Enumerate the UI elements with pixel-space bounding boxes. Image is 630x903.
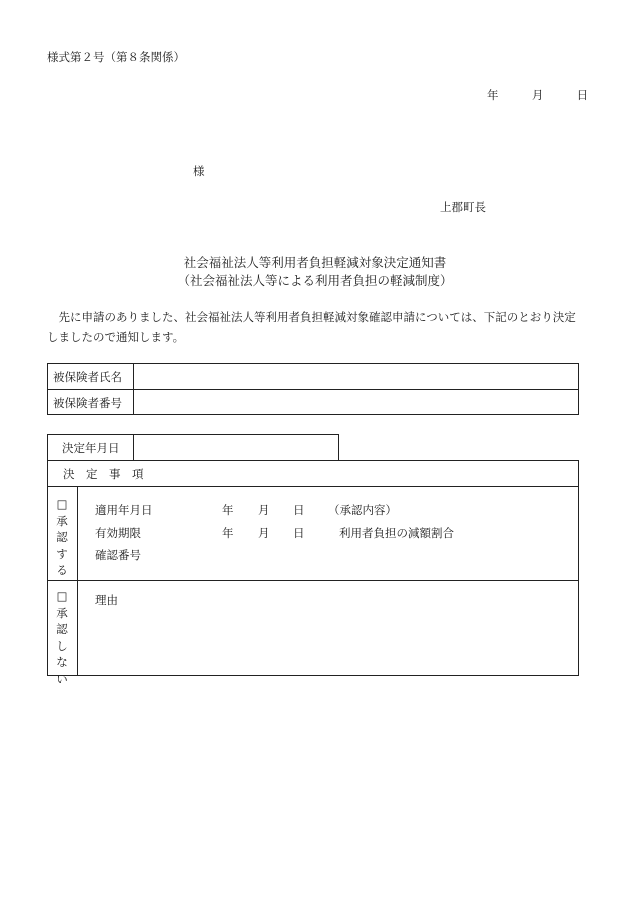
reason-label: 理由 — [95, 593, 118, 607]
insured-name-label: 被保険者氏名 — [53, 370, 122, 384]
issue-date — [487, 87, 588, 103]
title-line-2: （社会福祉法人等による利用者負担の軽減制度） — [177, 273, 453, 288]
decision-matters-label: 決 定 事 項 — [63, 467, 144, 481]
approve-checkbox: □ — [56, 497, 68, 511]
date-month-label: 月 — [531, 88, 544, 102]
document-title — [0, 254, 630, 290]
reject-checkbox: □ — [56, 589, 68, 603]
apply-day: 日 — [293, 503, 305, 517]
decision-table — [47, 460, 579, 676]
apply-month: 月 — [258, 503, 270, 517]
decision-date-label: 決定年月日 — [62, 441, 120, 455]
form-number: 様式第２号（第８条関係） — [47, 50, 185, 64]
reduction-rate-label: 利用者負担の減額割合 — [339, 526, 454, 540]
valid-period-label: 有効期限 — [95, 526, 141, 540]
apply-date-label: 適用年月日 — [95, 503, 153, 517]
date-day-label: 日 — [576, 88, 589, 102]
date-year-label: 年 — [487, 88, 499, 102]
issuer-name: 上郡町長 — [440, 200, 486, 214]
approve-label: □ 承 認 す る — [54, 496, 70, 579]
valid-month: 月 — [258, 526, 270, 540]
apply-year: 年 — [222, 503, 234, 517]
approval-content-label: （承認内容） — [328, 503, 397, 517]
body-text: 先に申請のありました、社会福祉法人等利用者負担軽減対象確認申請については、下記のとおり決定しましたので通知します。 — [47, 310, 576, 344]
title-line-1: 社会福祉法人等利用者負担軽減対象決定通知書 — [183, 255, 447, 270]
valid-day: 日 — [293, 526, 305, 540]
insured-number-label: 被保険者番号 — [53, 396, 122, 410]
reject-label: □ 承 認 し な い — [54, 588, 70, 687]
valid-year: 年 — [222, 526, 234, 540]
confirm-number-label: 確認番号 — [95, 548, 141, 562]
addressee-suffix: 様 — [193, 164, 205, 178]
